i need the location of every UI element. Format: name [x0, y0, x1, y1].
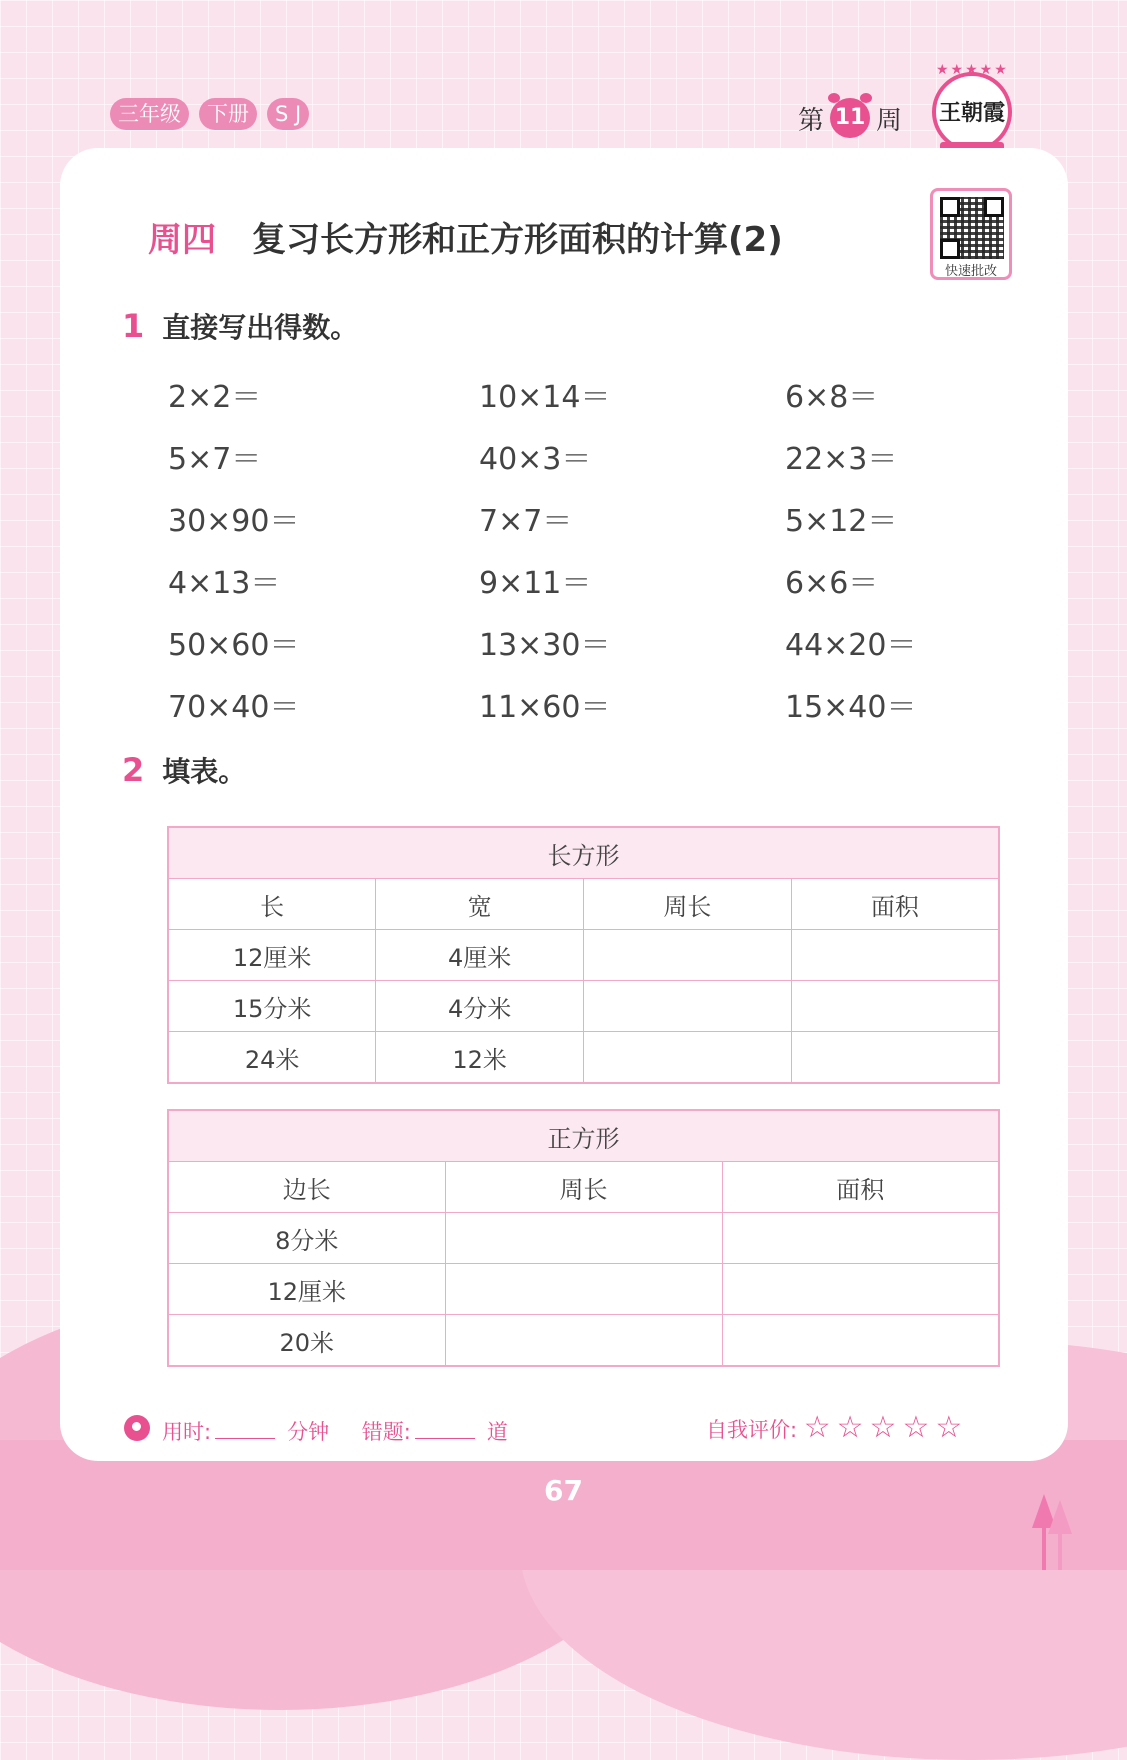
- calc-item: 22×3＝: [785, 442, 898, 477]
- star-icon: ★★★★★: [936, 62, 1009, 78]
- table-cell: 4厘米: [376, 930, 584, 981]
- table-row: [168, 1213, 999, 1264]
- calc-item: 40×3＝: [479, 442, 592, 477]
- time-blank[interactable]: [215, 1438, 275, 1439]
- column-header: 面积: [722, 1162, 999, 1213]
- answer-cell[interactable]: [584, 930, 792, 981]
- question-1-heading: [122, 306, 358, 346]
- arrow-up-icon: [1048, 1500, 1072, 1534]
- table-cell: 8分米: [168, 1213, 445, 1264]
- table-cell: 12厘米: [168, 1264, 445, 1315]
- qr-finder-icon: [984, 197, 1004, 217]
- answer-cell[interactable]: [722, 1315, 999, 1367]
- table-cell: 15分米: [168, 981, 376, 1032]
- table-caption: 正方形: [168, 1110, 999, 1162]
- qr-finder-icon: [940, 239, 960, 259]
- calc-item: 44×20＝: [785, 628, 917, 663]
- qr-label: 快速批改: [944, 264, 997, 279]
- question-number: 2: [122, 751, 145, 789]
- answer-cell[interactable]: [791, 930, 999, 981]
- calc-item: 6×6＝: [785, 566, 879, 601]
- day-label: 周四: [148, 220, 216, 260]
- stopwatch-icon: [124, 1415, 150, 1441]
- square-table: [167, 1109, 1000, 1367]
- table-cell: 24米: [168, 1032, 376, 1084]
- answer-cell[interactable]: [791, 981, 999, 1032]
- answer-cell[interactable]: [722, 1213, 999, 1264]
- brand-logo: [932, 62, 1012, 152]
- table-cell: 12厘米: [168, 930, 376, 981]
- rectangle-table: [167, 826, 1000, 1084]
- logo-text: 王朝霞: [938, 100, 1005, 126]
- table-header-row: [168, 879, 999, 930]
- answer-cell[interactable]: [445, 1213, 722, 1264]
- time-label: 用时:: [162, 1420, 212, 1444]
- errors-blank[interactable]: [415, 1438, 475, 1439]
- answer-cell[interactable]: [584, 981, 792, 1032]
- week-prefix: 第: [798, 105, 825, 136]
- self-evaluation: [706, 1410, 968, 1445]
- self-eval-label: 自我评价:: [706, 1418, 798, 1442]
- table-caption: 长方形: [168, 827, 999, 879]
- qr-code[interactable]: [930, 188, 1012, 280]
- table-header-row: [168, 1162, 999, 1213]
- week-indicator: [798, 98, 902, 138]
- answer-cell[interactable]: [584, 1032, 792, 1084]
- calc-item: 5×7＝: [168, 442, 262, 477]
- time-unit: 分钟: [287, 1420, 330, 1444]
- qr-finder-icon: [940, 197, 960, 217]
- column-header: 周长: [445, 1162, 722, 1213]
- calc-item: 30×90＝: [168, 504, 300, 539]
- errors-unit: 道: [486, 1420, 508, 1444]
- arrow-shaft: [1058, 1532, 1062, 1570]
- calc-item: 11×60＝: [479, 690, 611, 725]
- page-number: 67: [544, 1474, 583, 1507]
- calc-item: 70×40＝: [168, 690, 300, 725]
- arrow-shaft: [1042, 1526, 1046, 1570]
- table-cell: 20米: [168, 1315, 445, 1367]
- calc-item: 7×7＝: [479, 504, 573, 539]
- column-header: 周长: [584, 879, 792, 930]
- answer-cell[interactable]: [445, 1315, 722, 1367]
- table-row: [168, 1032, 999, 1084]
- rating-stars-icon[interactable]: ☆☆☆☆☆: [803, 1410, 969, 1445]
- time-and-errors: [162, 1416, 508, 1446]
- column-header: 边长: [168, 1162, 445, 1213]
- edition-tag: S J: [267, 98, 309, 130]
- table-row: [168, 1315, 999, 1367]
- calc-item: 15×40＝: [785, 690, 917, 725]
- answer-cell[interactable]: [791, 1032, 999, 1084]
- answer-cell[interactable]: [722, 1264, 999, 1315]
- grade-tag: 三年级: [110, 98, 189, 130]
- calc-item: 10×14＝: [479, 380, 611, 415]
- calc-item: 9×11＝: [479, 566, 592, 601]
- volume-tag: 下册: [199, 98, 257, 130]
- answer-cell[interactable]: [445, 1264, 722, 1315]
- title-text: 复习长方形和正方形面积的计算(2): [252, 220, 783, 260]
- calc-item: 4×13＝: [168, 566, 281, 601]
- week-number: 11: [830, 98, 870, 138]
- grade-tags: [110, 98, 309, 130]
- table-cell: 12米: [376, 1032, 584, 1084]
- table-row: [168, 930, 999, 981]
- calc-item: 6×8＝: [785, 380, 879, 415]
- calc-item: 2×2＝: [168, 380, 262, 415]
- page-title: [148, 212, 783, 261]
- calc-item: 50×60＝: [168, 628, 300, 663]
- calc-item: 13×30＝: [479, 628, 611, 663]
- table-row: [168, 981, 999, 1032]
- column-header: 面积: [791, 879, 999, 930]
- week-suffix: 周: [876, 105, 903, 136]
- question-prompt: 填表。: [162, 755, 247, 788]
- question-2-heading: [122, 750, 246, 790]
- column-header: 宽: [376, 879, 584, 930]
- calc-item: 5×12＝: [785, 504, 898, 539]
- column-header: 长: [168, 879, 376, 930]
- question-number: 1: [122, 307, 145, 345]
- table-row: [168, 1264, 999, 1315]
- question-prompt: 直接写出得数。: [162, 311, 359, 344]
- errors-label: 错题:: [361, 1420, 411, 1444]
- table-cell: 4分米: [376, 981, 584, 1032]
